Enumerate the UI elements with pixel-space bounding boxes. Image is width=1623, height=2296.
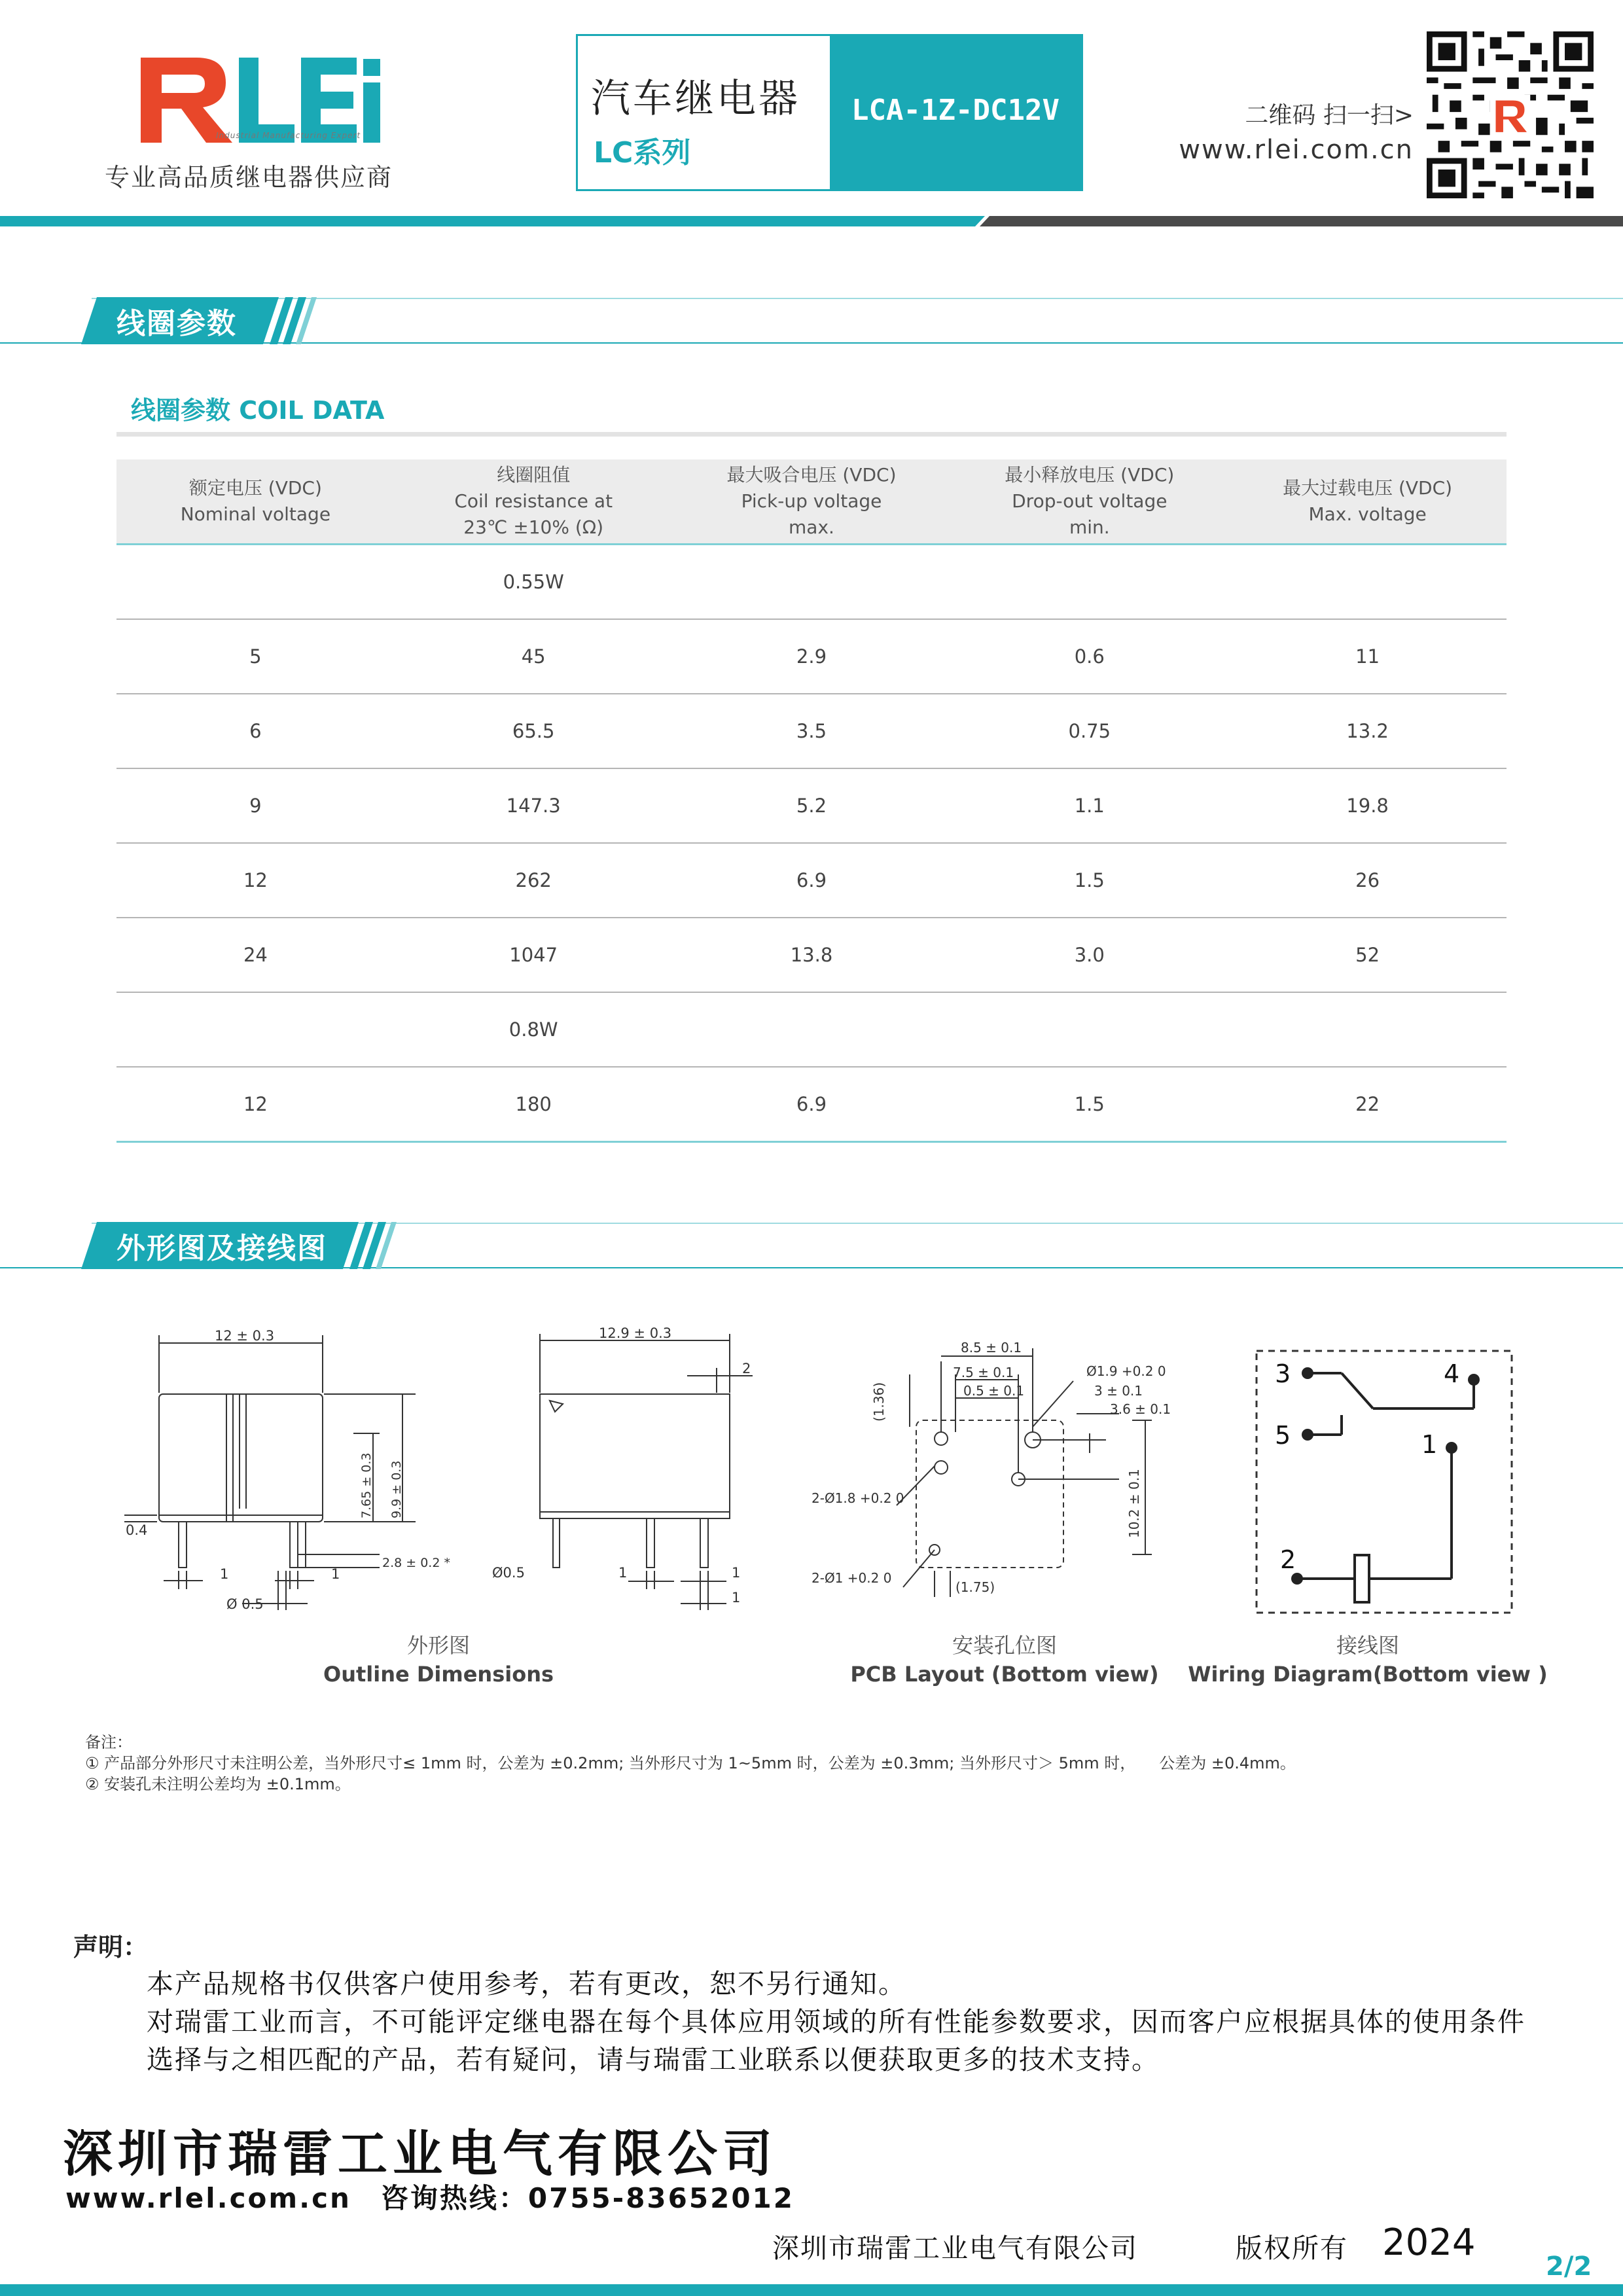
cell-dropout-voltage <box>950 545 1228 620</box>
cell-max-voltage: 22 <box>1228 1067 1507 1142</box>
declaration-line-3: 选择与之相匹配的产品，若有疑问，请与瑞雷工业联系以便获取更多的技术支持。 <box>147 2044 1160 2075</box>
dim-label: Ø1.9 +0.2 0 <box>1086 1363 1166 1379</box>
product-series: LC系列 <box>594 136 691 170</box>
cell-dropout-voltage <box>950 992 1228 1067</box>
dim-label: Ø 0.5 <box>226 1596 264 1612</box>
pin-label: 4 <box>1444 1359 1460 1388</box>
cell-max-voltage <box>1228 992 1507 1067</box>
cell-coil-resistance: 262 <box>395 843 673 918</box>
company-name: 深圳市瑞雷工业电气有限公司 <box>63 2125 777 2183</box>
logo-subtext: Industrial Manufacturing Expert <box>216 131 361 140</box>
footer-year: 2024 <box>1382 2221 1476 2264</box>
product-name: 汽车继电器 <box>591 76 800 122</box>
qr-code[interactable] <box>1427 31 1594 198</box>
table-row <box>116 1067 1507 1142</box>
dim-label: 2.8 ± 0.2 * <box>382 1556 450 1570</box>
pin-label: 5 <box>1275 1421 1291 1450</box>
dim-label: 1 <box>331 1566 340 1582</box>
footer-company: 深圳市瑞雷工业电气有限公司 <box>772 2233 1138 2264</box>
col-coil-resistance: 线圈阻值 Coil resistance at 23℃ ±10% (Ω) <box>395 459 673 545</box>
wiring-diagram <box>1243 1342 1531 1617</box>
pcb-caption-cn: 安装孔位图 <box>952 1633 1057 1658</box>
product-title-box <box>576 34 1083 191</box>
pcb-caption-en: PCB Layout (Bottom view) <box>850 1662 1159 1687</box>
col-pickup-voltage: 最大吸合电压 (VDC) Pick-up voltage max. <box>673 459 951 545</box>
cell-dropout-voltage: 3.0 <box>950 918 1228 992</box>
dim-label: (1.75) <box>955 1579 995 1595</box>
coil-data-table <box>116 459 1507 1143</box>
dim-label: 3.6 ± 0.1 <box>1110 1401 1171 1417</box>
cell-pickup-voltage: 6.9 <box>673 843 951 918</box>
dim-label: 2-Ø1 +0.2 0 <box>812 1570 892 1586</box>
company-contact: www.rlel.com.cn 咨询热线：0755-83652012 <box>65 2182 794 2214</box>
cell-pickup-voltage: 6.9 <box>673 1067 951 1142</box>
qr-label: 二维码 扫一扫> <box>1245 102 1414 129</box>
cell-coil-resistance: 1047 <box>395 918 673 992</box>
pin-label: 2 <box>1280 1545 1296 1574</box>
outline-caption-en: Outline Dimensions <box>323 1662 554 1687</box>
wiring-caption <box>1178 1631 1558 1689</box>
declaration-line-2: 对瑞雷工业而言，不可能评定继电器在每个具体应用领域的所有性能参数要求，因而客户应根据具体的使用条件 <box>147 2006 1525 2037</box>
notes-title: 备注： <box>85 1733 132 1751</box>
cell-pickup-voltage <box>673 545 951 620</box>
outline-front-view <box>72 1322 478 1630</box>
table-row <box>116 992 1507 1067</box>
cell-nominal-voltage: 5 <box>116 619 395 694</box>
website-url[interactable]: www.rlei.com.cn <box>1179 135 1414 165</box>
cell-nominal-voltage: 12 <box>116 1067 395 1142</box>
cell-dropout-voltage: 0.6 <box>950 619 1228 694</box>
page-number: 2/2 <box>1546 2251 1592 2282</box>
cell-coil-resistance: 147.3 <box>395 768 673 843</box>
cell-nominal-voltage: 9 <box>116 768 395 843</box>
footer-bar <box>0 2284 1623 2296</box>
cell-nominal-voltage <box>116 545 395 620</box>
dim-label: 0.4 <box>126 1522 148 1538</box>
dim-label: Ø0.5 <box>492 1565 525 1581</box>
product-model: LCA-1Z-DC12V <box>851 94 1060 127</box>
cell-max-voltage: 26 <box>1228 843 1507 918</box>
declaration-line-1: 本产品规格书仅供客户使用参考，若有更改，恕不另行通知。 <box>147 1968 906 2000</box>
cell-pickup-voltage <box>673 992 951 1067</box>
cell-coil-resistance: 65.5 <box>395 694 673 768</box>
cell-max-voltage: 19.8 <box>1228 768 1507 843</box>
coil-heading-rule <box>116 432 1507 437</box>
dim-label: 3 ± 0.1 <box>1094 1383 1143 1399</box>
cell-pickup-voltage: 13.8 <box>673 918 951 992</box>
section-title-coil: 线圈参数 <box>116 307 237 340</box>
cell-coil-resistance: 0.55W <box>395 545 673 620</box>
coil-data-heading: 线圈参数 COIL DATA <box>131 396 385 425</box>
col-dropout-voltage: 最小释放电压 (VDC) Drop-out voltage min. <box>950 459 1228 545</box>
table-header-row <box>116 459 1507 545</box>
footer-copyright: 版权所有 <box>1236 2233 1348 2264</box>
dim-label: 7.5 ± 0.1 <box>953 1365 1014 1380</box>
table-row <box>116 545 1507 620</box>
section-header-coil <box>0 293 1623 346</box>
table-row <box>116 843 1507 918</box>
cell-max-voltage <box>1228 545 1507 620</box>
outline-side-view <box>478 1322 779 1630</box>
cell-max-voltage: 13.2 <box>1228 694 1507 768</box>
company-tagline: 专业高品质继电器供应商 <box>105 163 393 192</box>
table-row <box>116 619 1507 694</box>
header-divider <box>0 216 1623 226</box>
dim-label: 1 <box>618 1565 628 1581</box>
cell-dropout-voltage: 1.5 <box>950 1067 1228 1142</box>
declaration-title: 声明： <box>73 1933 149 1962</box>
cell-nominal-voltage: 24 <box>116 918 395 992</box>
section-title-outline: 外形图及接线图 <box>116 1232 327 1265</box>
cell-max-voltage: 52 <box>1228 918 1507 992</box>
dim-label: 0.5 ± 0.1 <box>963 1383 1025 1399</box>
dim-label: 2 <box>742 1361 751 1376</box>
cell-dropout-voltage: 1.1 <box>950 768 1228 843</box>
cell-dropout-voltage: 0.75 <box>950 694 1228 768</box>
dim-label: 9.9 ± 0.3 <box>389 1460 404 1518</box>
cell-max-voltage: 11 <box>1228 619 1507 694</box>
outline-caption-cn: 外形图 <box>406 1633 470 1658</box>
wiring-caption-en: Wiring Diagram(Bottom view ) <box>1188 1662 1548 1687</box>
pcb-layout-diagram <box>798 1322 1191 1630</box>
dim-label: (1.36) <box>871 1382 887 1422</box>
cell-coil-resistance: 45 <box>395 619 673 694</box>
dim-label: 10.2 ± 0.1 <box>1126 1469 1142 1538</box>
pcb-caption <box>847 1631 1162 1689</box>
cell-coil-resistance: 180 <box>395 1067 673 1142</box>
notes <box>85 1732 1296 1795</box>
dim-label: 7.65 ± 0.3 <box>359 1452 374 1518</box>
notes-line-1: ① 产品部分外形尺寸未注明公差，当外形尺寸≤ 1mm 时，公差为 ±0.2mm; 当外形尺寸为 1~5mm 时，公差为 ±0.3mm; 当外形尺寸＞ 5mm 时， 公差为 ±0.4mm。 <box>85 1754 1296 1772</box>
cell-pickup-voltage: 2.9 <box>673 619 951 694</box>
dim-label: 1 <box>732 1590 741 1605</box>
table-row <box>116 694 1507 768</box>
dim-label: 1 <box>732 1565 741 1581</box>
outline-caption <box>281 1631 596 1689</box>
dim-label: 2-Ø1.8 +0.2 0 <box>812 1490 904 1506</box>
cell-dropout-voltage: 1.5 <box>950 843 1228 918</box>
pin-label: 3 <box>1275 1359 1291 1388</box>
cell-nominal-voltage <box>116 992 395 1067</box>
table-row <box>116 768 1507 843</box>
cell-nominal-voltage: 6 <box>116 694 395 768</box>
dim-label: 12.9 ± 0.3 <box>599 1325 672 1341</box>
cell-coil-resistance: 0.8W <box>395 992 673 1067</box>
dim-label: 1 <box>220 1566 229 1582</box>
notes-line-2: ② 安装孔未注明公差均为 ±0.1mm。 <box>85 1775 351 1793</box>
dim-label: 8.5 ± 0.1 <box>961 1340 1022 1355</box>
table-row <box>116 918 1507 992</box>
cell-nominal-voltage: 12 <box>116 843 395 918</box>
pin-label: 1 <box>1421 1430 1438 1459</box>
wiring-caption-cn: 接线图 <box>1336 1633 1399 1658</box>
col-nominal-voltage: 额定电压 (VDC) Nominal voltage <box>116 459 395 545</box>
cell-pickup-voltage: 5.2 <box>673 768 951 843</box>
cell-pickup-voltage: 3.5 <box>673 694 951 768</box>
dim-label: 12 ± 0.3 <box>215 1328 275 1344</box>
col-max-voltage: 最大过载电压 (VDC) Max. voltage <box>1228 459 1507 545</box>
